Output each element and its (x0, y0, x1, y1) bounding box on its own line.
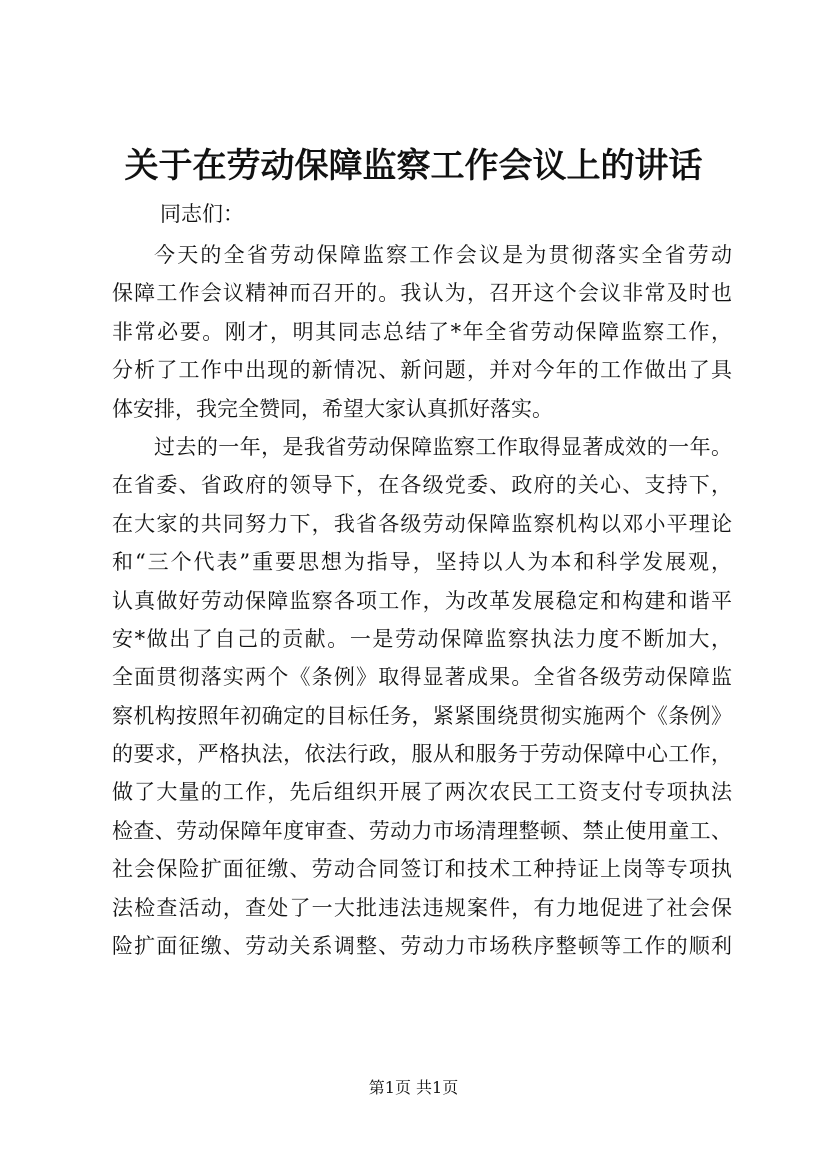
paragraph-line: 保障工作会议精神而召开的。我认为，召开这个会议非常及时也 (112, 281, 732, 306)
salutation: 同志们： (160, 202, 244, 226)
document-body (112, 236, 732, 965)
paragraph-line: 过去的一年，是我省劳动保障监察工作取得显著成效的一年。 (154, 434, 732, 459)
document-title: 关于在劳动保障监察工作会议上的讲话 (124, 146, 703, 186)
paragraph-line: 在大家的共同努力下，我省各级劳动保障监察机构以邓小平理论 (112, 511, 732, 536)
paragraph-line: 和“三个代表”重要思想为指导，坚持以人为本和科学发展观， (112, 550, 732, 575)
paragraph-line: 认真做好劳动保障监察各项工作，为改革发展稳定和构建和谐平 (112, 588, 732, 613)
paragraph-line: 非常必要。刚才，明其同志总结了*年全省劳动保障监察工作， (112, 319, 732, 344)
paragraph-line: 在省委、省政府的领导下，在各级党委、政府的关心、支持下， (112, 473, 732, 498)
paragraph-line: 察机构按照年初确定的目标任务，紧紧围绕贯彻实施两个《条例》 (112, 703, 732, 728)
paragraph-line: 做了大量的工作，先后组织开展了两次农民工工资支付专项执法 (112, 780, 732, 805)
paragraph-line: 检查、劳动保障年度审查、劳动力市场清理整顿、禁止使用童工、 (112, 818, 732, 843)
paragraph-line: 分析了工作中出现的新情况、新问题，并对今年的工作做出了具 (112, 358, 732, 383)
paragraph-line: 险扩面征缴、劳动关系调整、劳动力市场秩序整顿等工作的顺利 (112, 934, 732, 959)
paragraph-line: 法检查活动，查处了一大批违法违规案件，有力地促进了社会保 (112, 895, 732, 920)
paragraph-line: 体安排，我完全赞同，希望大家认真抓好落实。 (112, 396, 553, 421)
paragraph-line: 全面贯彻落实两个《条例》取得显著成果。全省各级劳动保障监 (112, 665, 732, 690)
paragraph-line: 安*做出了自己的贡献。一是劳动保障监察执法力度不断加大， (112, 626, 732, 651)
paragraph-line: 今天的全省劳动保障监察工作会议是为贯彻落实全省劳动 (154, 243, 732, 267)
paragraph-line: 的要求，严格执法，依法行政，服从和服务于劳动保障中心工作， (112, 742, 732, 767)
page-number-footer: 第1页 共1页 (368, 1078, 459, 1097)
paragraph-line: 社会保险扩面征缴、劳动合同签订和技术工种持证上岗等专项执 (112, 857, 732, 882)
